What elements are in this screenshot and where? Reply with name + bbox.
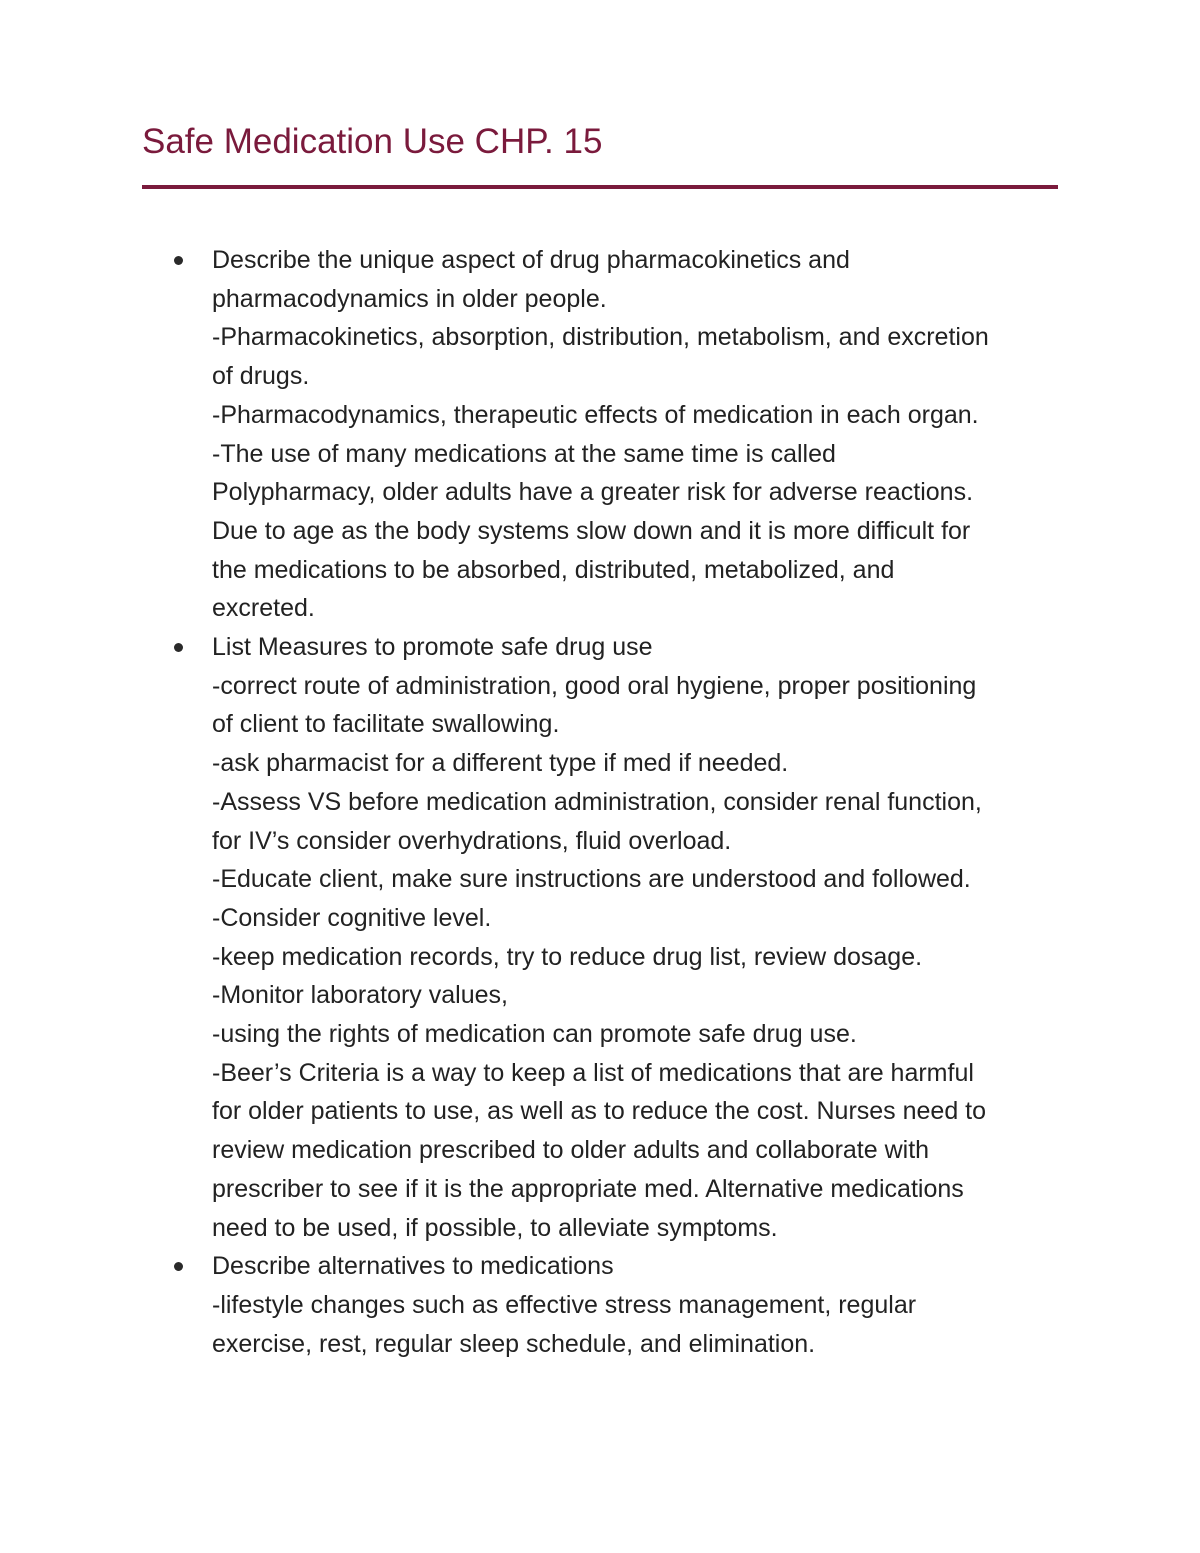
list-item-line: the medications to be absorbed, distributed, metabolized, and [212, 555, 895, 584]
list-item-line: Describe the unique aspect of drug pharmacokinetics and [212, 246, 850, 274]
list-item-line: for IV’s consider overhydrations, fluid overload. [212, 826, 732, 855]
list-item-line: for older patients to use, as well as to reduce the cost. Nurses need to [212, 1097, 987, 1126]
list-item-alternatives [0, 1247, 1200, 1363]
bullet-list [0, 241, 1200, 1363]
bullet-icon [174, 643, 183, 652]
list-item-line: -Monitor laboratory values, [212, 981, 508, 1010]
list-item-line: -keep medication records, try to reduce drug list, review dosage. [212, 942, 923, 971]
list-item-line: -Beer’s Criteria is a way to keep a list of medications that are harmful [212, 1058, 974, 1087]
list-item-line: of drugs. [212, 362, 310, 391]
list-item-line: Polypharmacy, older adults have a greater risk for adverse reactions. [212, 478, 974, 507]
list-item-line: -correct route of administration, good oral hygiene, proper positioning [212, 671, 977, 700]
list-item-line: -lifestyle changes such as effective stress management, regular [212, 1290, 917, 1319]
list-item-safe-drug-use [0, 628, 1200, 1247]
list-item-line: List Measures to promote safe drug use [212, 633, 653, 662]
list-item-line: Due to age as the body systems slow down and it is more difficult for [212, 516, 971, 545]
list-item-line: prescriber to see if it is the appropriate med. Alternative medications [212, 1174, 964, 1203]
list-item-line: -Consider cognitive level. [212, 903, 492, 932]
list-item-line: pharmacodynamics in older people. [212, 284, 607, 313]
list-item-line: -Pharmacokinetics, absorption, distribution, metabolism, and excretion [212, 323, 989, 352]
list-item-line: of client to facilitate swallowing. [212, 710, 560, 739]
list-item-line: -using the rights of medication can promote safe drug use. [212, 1020, 857, 1049]
list-item-line: -The use of many medications at the same time is called [212, 439, 836, 468]
list-item-line: -Pharmacodynamics, therapeutic effects of medication in each organ. [212, 400, 979, 429]
title-divider [142, 185, 1058, 189]
bullet-icon [174, 256, 183, 265]
list-item-line: review medication prescribed to older adults and collaborate with [212, 1136, 930, 1165]
list-item-pharmacokinetics [0, 241, 1200, 628]
list-item-line: excreted. [212, 594, 315, 623]
list-item-line: Describe alternatives to medications [212, 1252, 614, 1281]
bullet-icon [174, 1262, 183, 1271]
list-item-line: -Assess VS before medication administration, consider renal function, [212, 787, 982, 816]
list-item-line: -ask pharmacist for a different type if med if needed. [212, 749, 789, 778]
list-item-line: need to be used, if possible, to alleviate symptoms. [212, 1213, 778, 1242]
page-title: Safe Medication Use CHP. 15 [142, 122, 603, 161]
list-item-line: exercise, rest, regular sleep schedule, and elimination. [212, 1329, 816, 1358]
list-item-line: -Educate client, make sure instructions are understood and followed. [212, 865, 971, 894]
